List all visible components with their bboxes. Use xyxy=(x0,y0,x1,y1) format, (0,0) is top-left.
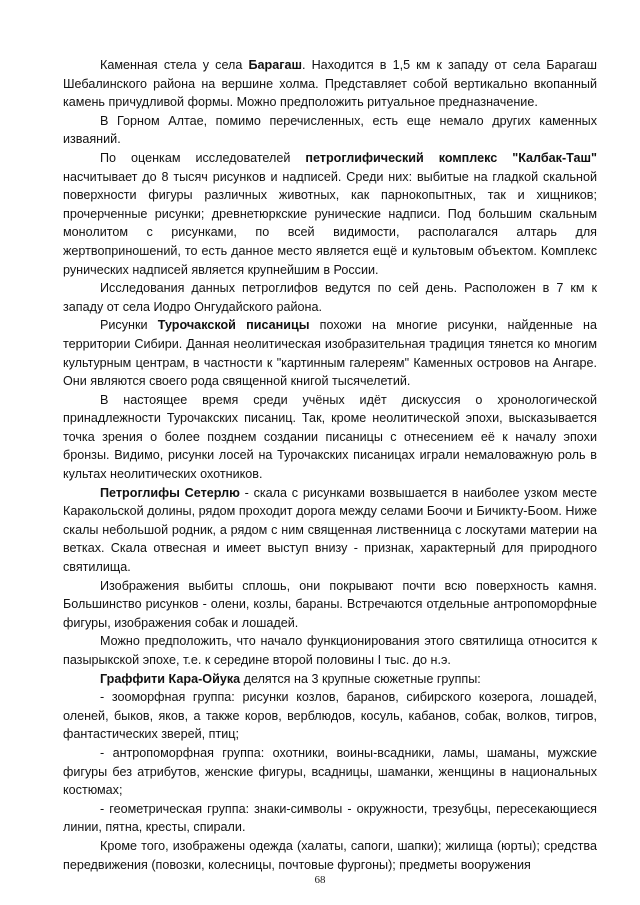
paragraph: По оценкам исследователей петроглифический комплекс "Калбак-Таш" насчитывает до 8 тысяч рисунков и надписей. Среди них: выбитые на гладкой скальной поверхности фигуры различных животных, как парнокопытных, так и хищников; прочерченные рисунки; древнетюркские рунические надписи. Под большим скальным монолитом с рисунками, по всей видимости, располагался алтарь для жертвоприношений, то есть данное место является ещё и культовым объектом. Комплекс рунических надписей является крупнейшим в России. xyxy=(63,150,598,277)
paragraph: Исследования данных петроглифов ведутся по сей день. Расположен в 7 км к западу от села Иодро Онгудайского района. xyxy=(63,281,597,314)
paragraph: Граффити Кара-Ойука делятся на 3 крупные сюжетные группы: xyxy=(100,671,481,686)
page-number: 68 xyxy=(314,874,326,886)
paragraph: В настоящее время среди учёных идёт дискуссия о хронологической принадлежности Турочакских писаниц. Так, кроме неолитической эпохи, высказывается точка зрения о более позднем создании писаницы с отнесением её к началу эпохи бронзы. Видимо, рисунки лосей на Турочакских писаницах играли немаловажную роль в культах неолитических охотников. xyxy=(63,392,597,482)
paragraph: Можно предположить, что начало функционирования этого святилища относится к пазырыкской эпохе, т.е. к середине второй половины I тыс. до н.э. xyxy=(63,634,597,667)
paragraph: Изображения выбиты сплошь, они покрывают почти всю поверхность камня. Большинство рисунков - олени, козлы, бараны. Встречаются отдельные антропоморфные фигуры, изображения собак и лошадей. xyxy=(63,578,597,630)
body-text xyxy=(63,56,597,874)
list-item: - антропоморфная группа: охотники, воины-всадники, ламы, шаманы, мужские фигуры без атрибутов, женские фигуры, всадницы, шаманки, женщины в национальных костюмах; xyxy=(63,745,597,798)
paragraph: В Горном Алтае, помимо перечисленных, есть еще немало других каменных изваяний. xyxy=(63,113,597,147)
paragraph: Кроме того, изображены одежда (халаты, сапоги, шапки); жилища (юрты); средства передвижения (повозки, колесницы, почтовые фургоны); предметы вооружения xyxy=(63,838,597,872)
list-item: - зооморфная группа: рисунки козлов, баранов, сибирского козерога, лошадей, оленей, быков, яков, а также коров, верблюдов, косуль, кабанов, собак, волков, тигров, фантастических зверей, птиц; xyxy=(63,690,597,742)
paragraph: Каменная стела у села Барагаш. Находится в 1,5 км к западу от села Барагаш Шебалинского района на вершине холма. Представляет собой вертикально вкопанный камень причудливой формы. Можно предположить ритуальное предназначение. xyxy=(63,58,597,110)
list-item: - геометрическая группа: знаки-символы - окружности, трезубцы, пересекающиеся линии, пятна, кресты, спирали. xyxy=(63,801,597,835)
paragraph: Петроглифы Сетерлю - скала с рисунками возвышается в наиболее узком месте Каракольской долины, рядом проходит дорога между селами Боочи и Бичикту-Боом. Ниже скалы небольшой родник, а рядом с ним священная лиственница с лоскутами материи на ветках. Скала отвесная и имеет выступ внизу - признак, характерный для природного святилища. xyxy=(63,485,597,575)
paragraph: Рисунки Турочакской писаницы похожи на многие рисунки, найденные на территории Сибири. Данная неолитическая изобразительная традиция тянется ко многим культурным центрам, в частности к "картинным галереям" Каменных островов на Ангаре. Они являются своего рода священной книгой тысячелетий. xyxy=(63,318,597,389)
